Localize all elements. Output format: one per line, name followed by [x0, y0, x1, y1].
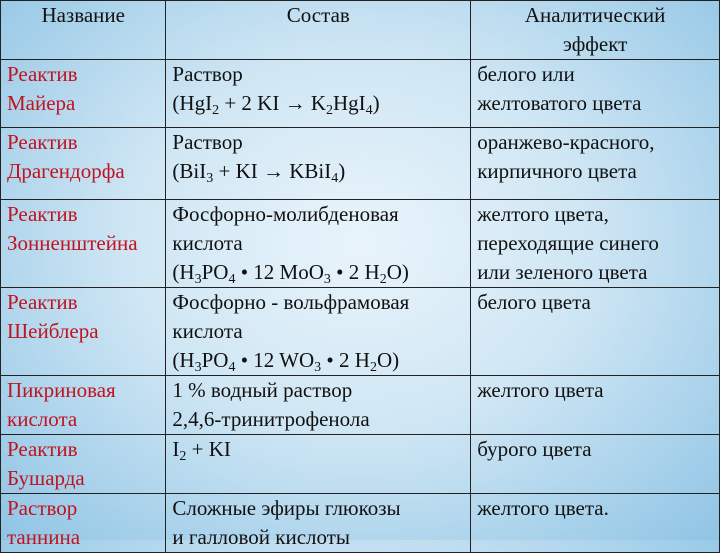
composition-cell: [166, 376, 471, 435]
effect-cell: [471, 60, 720, 128]
reagent-name-line: Майера: [7, 91, 76, 115]
table-row: [1, 494, 720, 553]
composition-cell: [166, 200, 471, 288]
reagent-name-line: таннина: [7, 525, 81, 549]
header-composition: Состав: [166, 1, 471, 60]
table-row: [1, 60, 720, 128]
table-row: [1, 435, 720, 494]
table-row: [1, 376, 720, 435]
table-row: [1, 288, 720, 376]
composition-cell: [166, 128, 471, 200]
composition-line: Раствор: [172, 62, 243, 86]
effect-cell: [471, 288, 720, 376]
composition-cell: [166, 494, 471, 553]
composition-cell: [166, 288, 471, 376]
reagent-name-cell: [1, 435, 166, 494]
reagent-name-line: Реактив: [7, 130, 78, 154]
composition-line: (BiI$_3$ + KI → KBiI$_4$): [172, 159, 346, 186]
composition-line: кислота: [172, 319, 243, 343]
effect-line: оранжево-красного,: [477, 130, 655, 154]
reagent-name-cell: [1, 288, 166, 376]
composition-line: Раствор: [172, 130, 243, 154]
header-name: Название: [1, 1, 166, 60]
effect-line: переходящие синего: [477, 231, 659, 255]
reagent-name-line: Реактив: [7, 290, 78, 314]
composition-line: Фосфорно-молибденовая: [172, 202, 399, 226]
composition-line: кислота: [172, 231, 243, 255]
reagent-name-cell: [1, 376, 166, 435]
effect-cell: [471, 435, 720, 494]
reagent-name-line: Бушарда: [7, 466, 85, 490]
effect-line: или зеленого цвета: [477, 260, 648, 284]
reagent-name-line: Зонненштейна: [7, 231, 138, 255]
reagent-name-line: Раствор: [7, 496, 78, 520]
reagent-name-cell: [1, 60, 166, 128]
composition-line: 1 % водный раствор: [172, 378, 353, 402]
composition-cell: [166, 435, 471, 494]
reagent-name-line: Пикриновая: [7, 378, 116, 402]
reagent-name-line: Реактив: [7, 437, 78, 461]
effect-line: желтого цвета.: [477, 496, 609, 520]
reagent-name-cell: [1, 494, 166, 553]
reagent-name-line: Реактив: [7, 202, 78, 226]
header-effect: Аналитический эффект: [471, 1, 720, 60]
effect-line: желтоватого цвета: [477, 91, 642, 115]
composition-line: 2,4,6-тринитрофенола: [172, 407, 370, 431]
effect-line: белого или: [477, 62, 575, 86]
effect-line: белого цвета: [477, 290, 591, 314]
composition-line: и галловой кислоты: [172, 525, 350, 549]
table-row: [1, 128, 720, 200]
reagent-name-line: Реактив: [7, 62, 78, 86]
effect-cell: [471, 200, 720, 288]
composition-line: ($H_3PO_4$ • 12 MoO$_3$ • 2 $H_2O$): [172, 260, 409, 287]
composition-line: (HgI$_2$ + 2 KI → $K_2HgI_4$): [172, 91, 380, 118]
reagent-name-line: кислота: [7, 407, 78, 431]
table-row: [1, 200, 720, 288]
effect-line: желтого цвета,: [477, 202, 609, 226]
composition-line: Сложные эфиры глюкозы: [172, 496, 401, 520]
composition-line: ($H_3PO_4$ • 12 $WO_3$ • 2 $H_2O$): [172, 348, 400, 375]
effect-cell: [471, 494, 720, 553]
header-row: [1, 1, 720, 60]
reagent-name-line: Шейблера: [7, 319, 99, 343]
effect-line: кирпичного цвета: [477, 159, 637, 183]
reagent-name-line: Драгендорфа: [7, 159, 125, 183]
reagent-name-cell: [1, 128, 166, 200]
composition-line: $I_2$ + KI: [172, 437, 231, 464]
effect-cell: [471, 376, 720, 435]
reagent-name-cell: [1, 200, 166, 288]
effect-cell: [471, 128, 720, 200]
composition-line: Фосфорно - вольфрамовая: [172, 290, 410, 314]
effect-line: желтого цвета: [477, 378, 604, 402]
composition-cell: [166, 60, 471, 128]
effect-line: бурого цвета: [477, 437, 592, 461]
